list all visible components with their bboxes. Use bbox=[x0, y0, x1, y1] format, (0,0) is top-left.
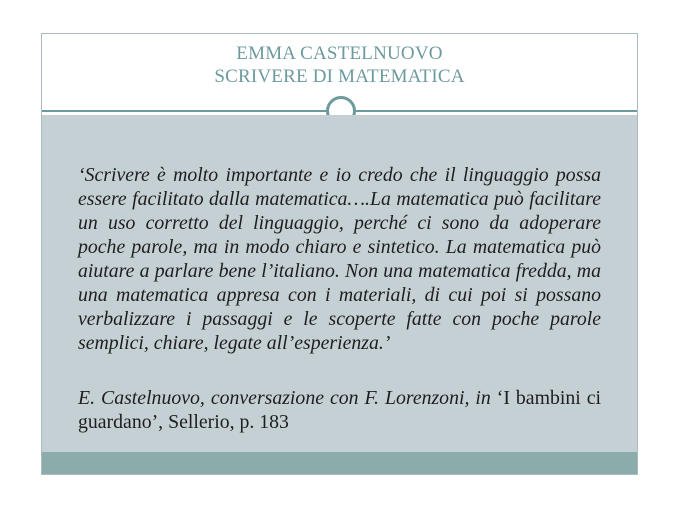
title-topic: SCRIVERE DI MATEMATICA bbox=[214, 66, 465, 87]
quote-text: ‘Scrivere è molto importante e io credo che il linguaggio possa essere facilitato dalla matematica….La matematica può facilitare un uso corretto del linguaggio, perché ci sono da adoperare poche parole, ma in modo chiaro e sintetico. La matematica può aiutare a parlare bene l’italiano. Non una matematica fredda, ma una matematica appresa con i materiali, di cui poi si possano verbalizzare i passaggi e le scoperte fatte con poche parole semplici, chiare, legate all’esperienza.’ bbox=[78, 164, 601, 354]
title-author: EMMA CASTELNUOVO bbox=[236, 43, 443, 64]
slide bbox=[41, 33, 638, 475]
footer-bar bbox=[42, 452, 637, 474]
content-panel bbox=[42, 115, 637, 452]
citation bbox=[78, 386, 601, 434]
citation-book-title: ‘I bambini ci guardano’, Sellerio, p. 183 bbox=[78, 387, 602, 433]
citation-source: E. Castelnuovo, conversazione con F. Lorenzoni, in bbox=[78, 387, 491, 409]
